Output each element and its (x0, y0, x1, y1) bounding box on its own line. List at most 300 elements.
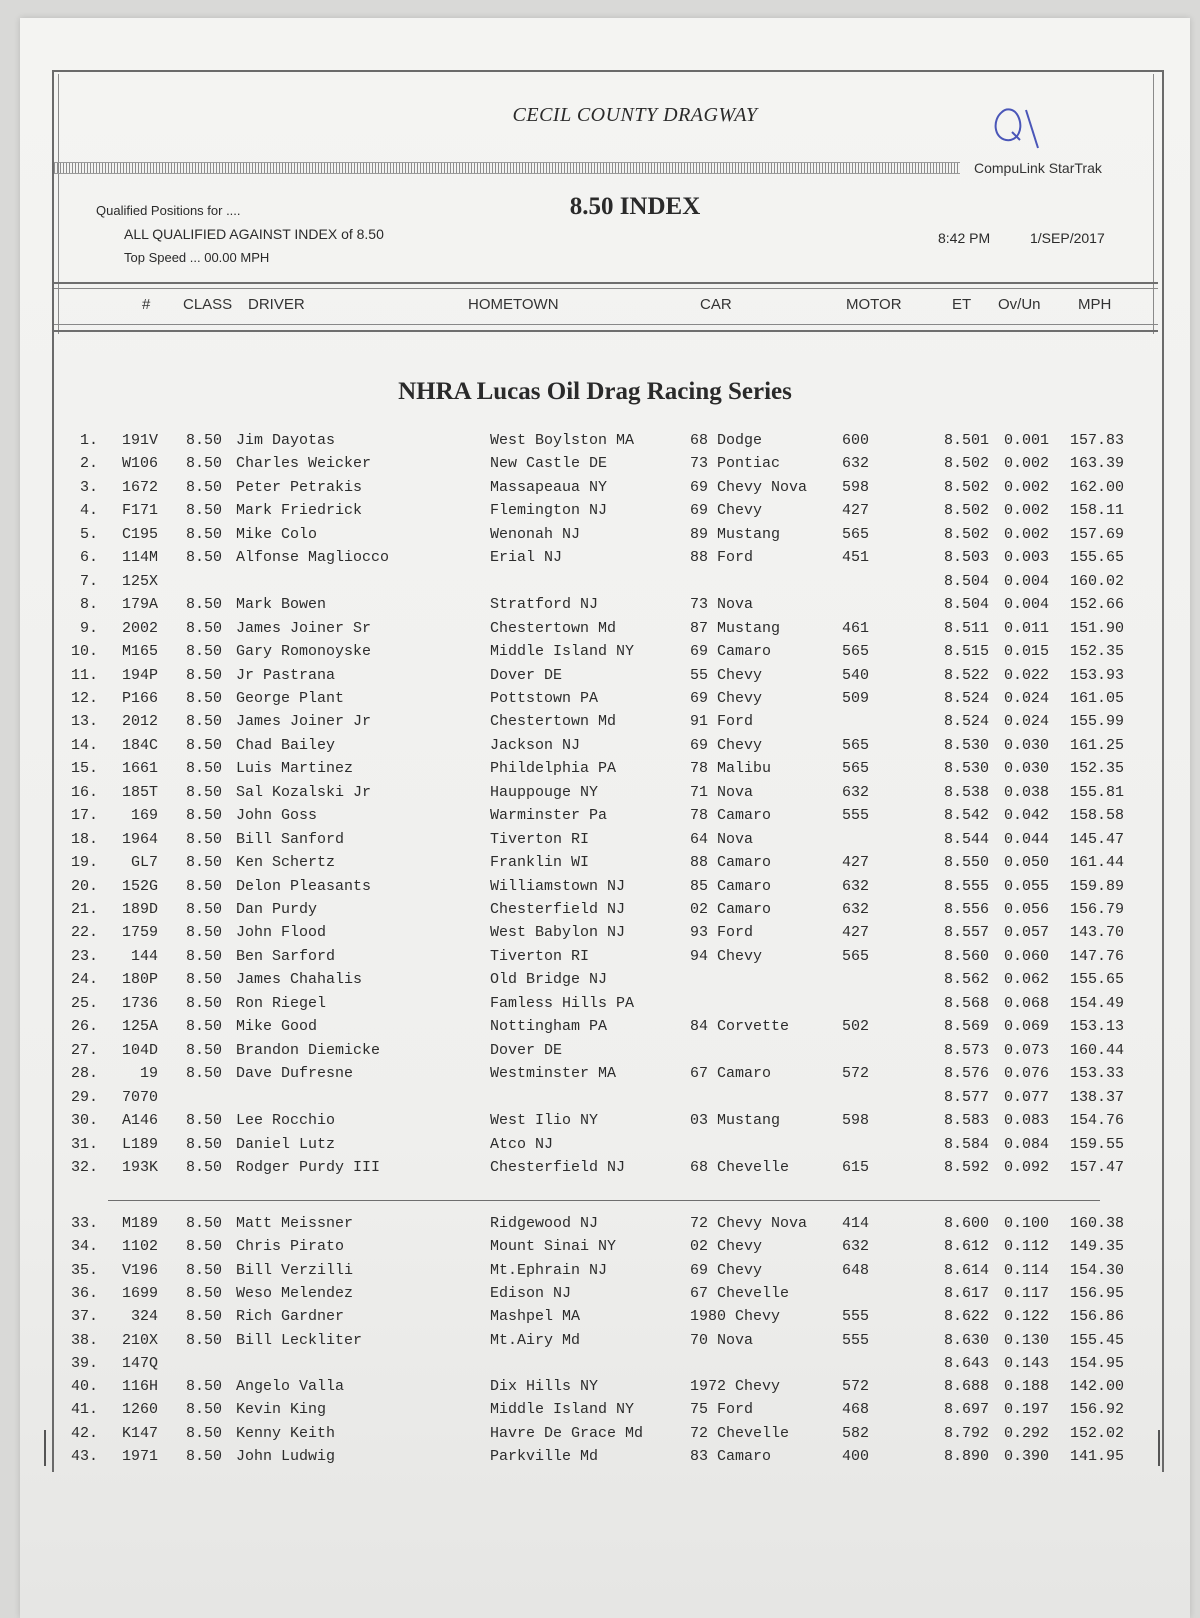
cell-class: 8.50 (186, 549, 223, 567)
cell-driver: Jim Dayotas (236, 432, 336, 449)
cell-ov-un: 0.002 (1004, 525, 1050, 543)
cell-position: 25. (70, 994, 98, 1012)
cell-class: 8.50 (186, 924, 223, 942)
cell-motor: 427 (842, 502, 870, 520)
cell-hometown: Chesterfield NJ (490, 901, 626, 918)
cell-motor: 565 (842, 947, 870, 965)
cell-class: 8.50 (186, 760, 223, 778)
cell-car-number: 104D (121, 1041, 158, 1059)
cell-driver: Bill Sanford (236, 830, 345, 848)
cell-hometown: Erial NJ (490, 549, 563, 567)
cell-class: 8.50 (186, 1135, 223, 1153)
cell-driver: Charles Weicker (236, 455, 372, 473)
cell-hometown: Mashpel MA (490, 1308, 581, 1326)
cell-et: 8.504 (944, 572, 990, 590)
cell-driver: Dave Dufresne (236, 1065, 354, 1083)
cell-car: 73 Nova (690, 596, 754, 614)
cell-mph: 153.93 (1070, 666, 1125, 684)
cell-ov-un: 0.112 (1004, 1238, 1050, 1256)
table-row (0, 1378, 1200, 1400)
cell-car-number: P166 (121, 689, 158, 707)
cell-position: 27. (70, 1041, 98, 1059)
cell-car-number: 125X (121, 572, 158, 590)
cell-et: 8.544 (944, 830, 990, 848)
cell-et: 8.560 (944, 947, 990, 965)
col-header-class: CLASS (183, 296, 233, 313)
cell-class: 8.50 (186, 971, 223, 989)
cell-et: 8.697 (944, 1401, 990, 1419)
cell-class: 8.50 (186, 713, 223, 731)
cell-car-number: 1102 (121, 1238, 158, 1256)
cell-motor: 648 (842, 1261, 870, 1279)
cell-et: 8.583 (944, 1112, 990, 1130)
cell-car-number: 1759 (121, 924, 158, 942)
cell-car: 87 Mustang (690, 619, 781, 637)
cell-driver: John Goss (236, 807, 318, 825)
qualified-positions-label: Qualified Positions for .... (96, 203, 241, 218)
table-row (0, 737, 1200, 759)
table-row (0, 901, 1200, 923)
cell-car-number: 114M (121, 549, 158, 567)
cell-ov-un: 0.030 (1004, 760, 1050, 778)
cell-mph: 152.35 (1070, 760, 1125, 778)
cell-position: 18. (70, 830, 98, 848)
table-row (0, 1425, 1200, 1447)
cell-mph: 161.05 (1070, 689, 1125, 707)
top-speed-line: Top Speed ... 00.00 MPH (124, 250, 270, 265)
cell-car-number: 152G (121, 877, 158, 895)
cell-car-number: 125A (121, 1018, 158, 1036)
cell-class: 8.50 (186, 877, 223, 895)
header-top-rule-inner (54, 288, 1158, 289)
cell-class: 8.50 (186, 1065, 223, 1083)
cell-ov-un: 0.001 (1004, 432, 1050, 449)
cell-position: 39. (70, 1354, 98, 1372)
cell-hometown: Old Bridge NJ (490, 971, 608, 989)
cell-class: 8.50 (186, 901, 223, 918)
index-line: ALL QUALIFIED AGAINST INDEX of 8.50 (124, 226, 384, 242)
series-title: NHRA Lucas Oil Drag Racing Series (398, 378, 792, 405)
cell-et: 8.503 (944, 549, 990, 567)
table-row (0, 1215, 1200, 1237)
cell-motor: 632 (842, 783, 870, 801)
cell-position: 20. (70, 877, 98, 895)
table-row (0, 1136, 1200, 1158)
cell-ov-un: 0.390 (1004, 1448, 1050, 1465)
cell-ov-un: 0.030 (1004, 736, 1050, 754)
table-row (0, 924, 1200, 946)
cell-driver: Chad Bailey (236, 736, 336, 754)
cell-car-number: 179A (121, 596, 158, 614)
cell-motor: 565 (842, 760, 870, 778)
cell-position: 37. (70, 1308, 98, 1326)
cell-position: 26. (70, 1018, 98, 1036)
cell-position: 28. (70, 1065, 98, 1083)
cell-mph: 147.76 (1070, 947, 1125, 965)
cell-motor: 540 (842, 666, 870, 684)
cell-mph: 138.37 (1070, 1088, 1125, 1106)
cell-ov-un: 0.003 (1004, 549, 1050, 567)
cell-ov-un: 0.076 (1004, 1065, 1050, 1083)
cell-hometown: Havre De Grace Md (490, 1424, 644, 1442)
cell-motor: 565 (842, 525, 870, 543)
cell-motor: 632 (842, 1238, 870, 1256)
cell-class: 8.50 (186, 1238, 223, 1256)
cell-et: 8.530 (944, 736, 990, 754)
cell-class: 8.50 (186, 854, 223, 872)
cell-et: 8.592 (944, 1158, 990, 1176)
cell-mph: 161.44 (1070, 854, 1125, 872)
cell-position: 43. (70, 1448, 98, 1465)
cell-mph: 156.79 (1070, 901, 1125, 918)
cell-position: 6. (79, 549, 98, 567)
cell-et: 8.622 (944, 1308, 990, 1326)
cell-position: 19. (70, 854, 98, 872)
cell-class: 8.50 (186, 1261, 223, 1279)
cell-et: 8.890 (944, 1448, 990, 1465)
header-top-rule (54, 282, 1158, 284)
cell-hometown: Mt.Airy Md (490, 1331, 581, 1349)
cell-ov-un: 0.042 (1004, 807, 1050, 825)
cell-ov-un: 0.060 (1004, 947, 1050, 965)
cell-car: 02 Chevy (690, 1238, 763, 1256)
table-row (0, 1401, 1200, 1423)
cell-car: 94 Chevy (690, 947, 763, 965)
cell-car-number: 193K (121, 1158, 158, 1176)
cell-hometown: Massapeaua NY (490, 478, 608, 496)
cell-ov-un: 0.197 (1004, 1401, 1050, 1419)
table-row (0, 1238, 1200, 1260)
cell-ov-un: 0.092 (1004, 1158, 1050, 1176)
cell-mph: 157.47 (1070, 1158, 1125, 1176)
cell-hometown: Tiverton RI (490, 947, 590, 965)
cell-driver: Rodger Purdy III (236, 1158, 381, 1176)
cell-class: 8.50 (186, 455, 223, 473)
cell-mph: 154.76 (1070, 1112, 1125, 1130)
cell-mph: 154.30 (1070, 1261, 1125, 1279)
cell-ov-un: 0.015 (1004, 643, 1050, 661)
cell-position: 8. (79, 596, 98, 614)
cell-hometown: Franklin WI (490, 854, 590, 872)
cell-class: 8.50 (186, 1112, 223, 1130)
cell-hometown: Williamstown NJ (490, 877, 626, 895)
table-row (0, 1159, 1200, 1181)
cell-motor: 468 (842, 1401, 870, 1419)
cell-motor: 461 (842, 619, 870, 637)
cell-et: 8.502 (944, 502, 990, 520)
table-row (0, 1262, 1200, 1284)
table-row (0, 667, 1200, 689)
cell-car: 72 Chevelle (690, 1424, 790, 1442)
cell-hometown: West Babylon NJ (490, 924, 626, 942)
cell-driver: Matt Meissner (236, 1215, 354, 1232)
cell-position: 3. (79, 478, 98, 496)
cell-hometown: Hauppouge NY (490, 783, 599, 801)
cell-et: 8.522 (944, 666, 990, 684)
cell-ov-un: 0.084 (1004, 1135, 1050, 1153)
table-row (0, 1042, 1200, 1064)
cell-car: 02 Camaro (690, 901, 772, 918)
cell-car: 69 Chevy (690, 689, 763, 707)
cell-et: 8.515 (944, 643, 990, 661)
table-row (0, 1448, 1200, 1470)
cell-motor: 509 (842, 689, 870, 707)
cell-et: 8.501 (944, 432, 990, 449)
cell-et: 8.612 (944, 1238, 990, 1256)
cell-position: 29. (70, 1088, 98, 1106)
cell-hometown: New Castle DE (490, 455, 608, 473)
cell-position: 30. (70, 1112, 98, 1130)
cell-class: 8.50 (186, 1331, 223, 1349)
cell-et: 8.530 (944, 760, 990, 778)
cell-hometown: Flemington NJ (490, 502, 608, 520)
cell-hometown: Chestertown Md (490, 619, 617, 637)
cell-et: 8.600 (944, 1215, 990, 1232)
cell-driver: Luis Martinez (236, 760, 354, 778)
cell-car-number: 19 (139, 1065, 158, 1083)
cell-ov-un: 0.069 (1004, 1018, 1050, 1036)
cell-motor: 598 (842, 478, 870, 496)
col-header-ovun: Ov/Un (998, 296, 1041, 313)
cell-class: 8.50 (186, 432, 223, 449)
cell-et: 8.617 (944, 1284, 990, 1302)
cell-driver: John Ludwig (236, 1448, 336, 1465)
cell-position: 9. (79, 619, 98, 637)
qualifying-cutoff-rule (108, 1200, 1100, 1201)
cell-et: 8.576 (944, 1065, 990, 1083)
cell-driver: John Flood (236, 924, 327, 942)
cell-motor: 502 (842, 1018, 870, 1036)
cell-mph: 152.02 (1070, 1424, 1125, 1442)
cell-class: 8.50 (186, 643, 223, 661)
cell-position: 32. (70, 1158, 98, 1176)
cell-position: 2. (79, 455, 98, 473)
cell-driver: Bill Leckliter (236, 1331, 363, 1349)
cell-et: 8.556 (944, 901, 990, 918)
cell-motor: 400 (842, 1448, 870, 1465)
cell-position: 4. (79, 502, 98, 520)
cell-ov-un: 0.002 (1004, 502, 1050, 520)
cell-class: 8.50 (186, 1041, 223, 1059)
cell-mph: 153.33 (1070, 1065, 1125, 1083)
cell-class: 8.50 (186, 596, 223, 614)
cell-class: 8.50 (186, 736, 223, 754)
cell-class: 8.50 (186, 1308, 223, 1326)
table-row (0, 573, 1200, 595)
cell-mph: 163.39 (1070, 455, 1125, 473)
cell-car: 88 Ford (690, 549, 754, 567)
cell-position: 42. (70, 1424, 98, 1442)
cell-position: 21. (70, 901, 98, 918)
table-row (0, 643, 1200, 665)
cell-car: 84 Corvette (690, 1018, 790, 1036)
cell-ov-un: 0.057 (1004, 924, 1050, 942)
cell-ov-un: 0.011 (1004, 619, 1050, 637)
table-row (0, 1112, 1200, 1134)
cell-motor: 572 (842, 1378, 870, 1396)
cell-mph: 156.86 (1070, 1308, 1125, 1326)
table-row (0, 620, 1200, 642)
cell-mph: 161.25 (1070, 736, 1125, 754)
cell-mph: 149.35 (1070, 1238, 1125, 1256)
cell-class: 8.50 (186, 1215, 223, 1232)
table-row (0, 878, 1200, 900)
cell-car-number: 1971 (121, 1448, 158, 1465)
cell-car-number: 210X (121, 1331, 158, 1349)
cell-mph: 143.70 (1070, 924, 1125, 942)
cell-mph: 159.55 (1070, 1135, 1125, 1153)
cell-ov-un: 0.062 (1004, 971, 1050, 989)
cell-car: 68 Dodge (690, 432, 763, 449)
cell-car-number: 2002 (121, 619, 158, 637)
cell-driver: Kenny Keith (236, 1424, 336, 1442)
cell-car-number: GL7 (130, 854, 158, 872)
table-row (0, 831, 1200, 853)
cell-hometown: West Boylston MA (490, 432, 635, 449)
cell-driver: Gary Romonoyske (236, 643, 372, 661)
cell-position: 23. (70, 947, 98, 965)
cell-car-number: V196 (121, 1261, 158, 1279)
cell-mph: 154.95 (1070, 1354, 1125, 1372)
cell-car-number: 184C (121, 736, 158, 754)
cell-car: 1972 Chevy (690, 1378, 781, 1396)
cell-car: 72 Chevy Nova (690, 1215, 808, 1232)
cell-position: 12. (70, 689, 98, 707)
cell-class: 8.50 (186, 807, 223, 825)
cell-ov-un: 0.004 (1004, 596, 1050, 614)
table-row (0, 690, 1200, 712)
cell-car-number: 194P (121, 666, 158, 684)
cell-class: 8.50 (186, 689, 223, 707)
cell-position: 41. (70, 1401, 98, 1419)
cell-motor: 427 (842, 924, 870, 942)
cell-mph: 158.11 (1070, 502, 1125, 520)
dotted-divider (54, 162, 960, 174)
table-row (0, 455, 1200, 477)
cell-car-number: 1260 (121, 1401, 158, 1419)
cell-hometown: Westminster MA (490, 1065, 617, 1083)
cell-car-number: C195 (121, 525, 158, 543)
cell-motor: 600 (842, 432, 870, 449)
brand-label: CompuLink StarTrak (974, 160, 1102, 176)
cell-motor: 555 (842, 1308, 870, 1326)
cell-class: 8.50 (186, 947, 223, 965)
cell-car-number: 147Q (121, 1354, 158, 1372)
cell-class: 8.50 (186, 1401, 223, 1419)
cell-ov-un: 0.004 (1004, 572, 1050, 590)
cell-position: 15. (70, 760, 98, 778)
cell-car-number: 180P (121, 971, 158, 989)
cell-class: 8.50 (186, 502, 223, 520)
track-title: CECIL COUNTY DRAGWAY (512, 104, 758, 126)
cell-hometown: Parkville Md (490, 1448, 599, 1465)
cell-car-number: F171 (121, 502, 158, 520)
cell-et: 8.584 (944, 1135, 990, 1153)
cell-mph: 152.35 (1070, 643, 1125, 661)
table-row (0, 1089, 1200, 1111)
col-header-motor: MOTOR (846, 296, 902, 313)
cell-et: 8.569 (944, 1018, 990, 1036)
cell-mph: 153.13 (1070, 1018, 1125, 1036)
table-row (0, 1285, 1200, 1307)
cell-car: 03 Mustang (690, 1112, 781, 1130)
cell-et: 8.568 (944, 994, 990, 1012)
cell-ov-un: 0.100 (1004, 1215, 1050, 1232)
cell-car-number: 1736 (121, 994, 158, 1012)
cell-car-number: 2012 (121, 713, 158, 731)
cell-mph: 157.69 (1070, 525, 1125, 543)
cell-position: 33. (70, 1215, 98, 1232)
cell-hometown: Tiverton RI (490, 830, 590, 848)
cell-position: 38. (70, 1331, 98, 1349)
cell-et: 8.502 (944, 525, 990, 543)
cell-hometown: Ridgewood NJ (490, 1215, 599, 1232)
cell-hometown: Edison NJ (490, 1284, 572, 1302)
cell-car-number: L189 (121, 1135, 158, 1153)
col-header-num: # (142, 296, 151, 313)
cell-driver: Brandon Diemicke (236, 1041, 381, 1059)
cell-car: 67 Chevelle (690, 1284, 790, 1302)
cell-hometown: Chesterfield NJ (490, 1158, 626, 1176)
cell-motor: 565 (842, 643, 870, 661)
cell-position: 7. (79, 572, 98, 590)
cell-mph: 160.02 (1070, 572, 1125, 590)
cell-driver: Mark Bowen (236, 596, 327, 614)
cell-car: 85 Camaro (690, 877, 772, 895)
cell-ov-un: 0.073 (1004, 1041, 1050, 1059)
header-bottom-rule-inner (54, 324, 1158, 325)
cell-ov-un: 0.024 (1004, 689, 1050, 707)
cell-car-number: K147 (121, 1424, 158, 1442)
cell-driver: Ron Riegel (236, 994, 327, 1012)
cell-position: 36. (70, 1284, 98, 1302)
cell-car-number: 7070 (121, 1088, 158, 1106)
cell-position: 34. (70, 1238, 98, 1256)
cell-driver: Rich Gardner (236, 1308, 345, 1326)
cell-motor: 565 (842, 736, 870, 754)
table-row (0, 760, 1200, 782)
cell-position: 13. (70, 713, 98, 731)
cell-ov-un: 0.117 (1004, 1284, 1050, 1302)
cell-driver: Kevin King (236, 1401, 327, 1419)
table-row (0, 1018, 1200, 1040)
cell-mph: 157.83 (1070, 432, 1125, 449)
cell-driver: Chris Pirato (236, 1238, 345, 1256)
table-row (0, 713, 1200, 735)
cell-et: 8.573 (944, 1041, 990, 1059)
cell-driver: Sal Kozalski Jr (236, 783, 372, 801)
table-row (0, 432, 1200, 454)
cell-class: 8.50 (186, 1018, 223, 1036)
cell-car: 69 Chevy (690, 502, 763, 520)
cell-driver: Weso Melendez (236, 1284, 354, 1302)
cell-motor: 632 (842, 877, 870, 895)
cell-driver: Peter Petrakis (236, 478, 363, 496)
cell-ov-un: 0.024 (1004, 713, 1050, 731)
cell-motor: 555 (842, 807, 870, 825)
cell-ov-un: 0.038 (1004, 783, 1050, 801)
cell-mph: 158.58 (1070, 807, 1125, 825)
cell-hometown: West Ilio NY (490, 1112, 599, 1130)
cell-position: 11. (70, 666, 98, 684)
cell-et: 8.542 (944, 807, 990, 825)
table-row (0, 971, 1200, 993)
cell-class: 8.50 (186, 1284, 223, 1302)
table-row (0, 1332, 1200, 1354)
cell-car-number: 324 (130, 1308, 158, 1326)
table-row (0, 1308, 1200, 1330)
table-row (0, 1355, 1200, 1377)
